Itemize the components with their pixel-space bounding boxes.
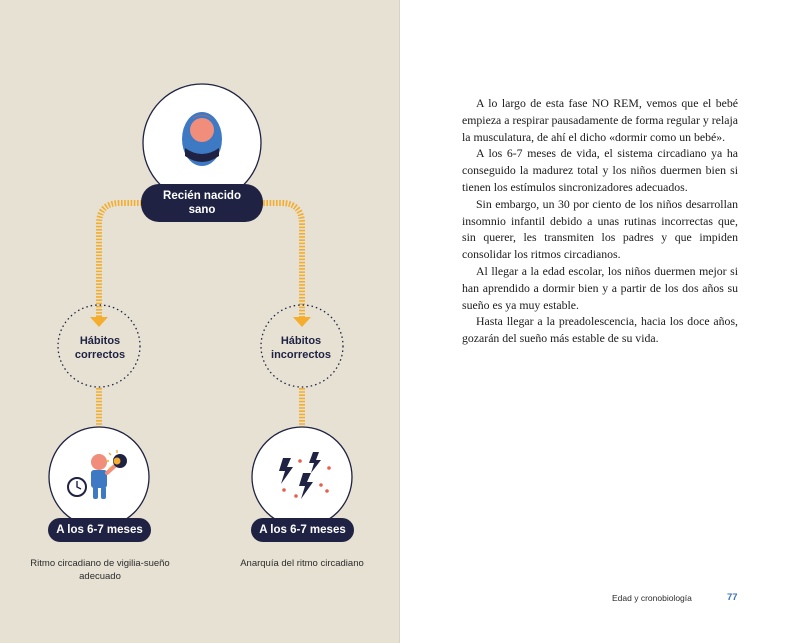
newborn-pill: Recién nacido sano	[141, 184, 263, 222]
paragraph: A los 6-7 meses de vida, el sistema circadiano ya ha conseguido la madurez total y los niños duermen bien si tienen los estímulos sincronizadores adecuados.	[462, 146, 738, 194]
result-left-pill: A los 6-7 meses	[48, 518, 151, 542]
running-footer: Edad y cronobiología	[612, 593, 692, 603]
paragraph: Sin embargo, un 30 por ciento de los niños desarrollan insomnio infantil debido a unas rutinas incorrectas que, sin querer, les transmiten los padres y que impiden consolidar los ritmos circadianos.	[462, 196, 738, 262]
caption-right: Anarquía del ritmo circadiano	[240, 558, 364, 569]
body-text	[462, 95, 738, 347]
caption-left: Ritmo circadiano de vigilia-sueño adecuado	[30, 558, 170, 582]
swaddled-baby-icon	[182, 112, 222, 166]
paragraph: Hasta llegar a la preadolescencia, hacia los doce años, gozarán del sueño más estable de su vida.	[462, 314, 738, 346]
page-number: 77	[727, 592, 738, 603]
paragraph: Al llegar a la edad escolar, los niños duermen mejor si han aprendido a dormir bien y a partir de los dos años su sueño es ya muy estable.	[462, 263, 738, 312]
incorrect-habits-label: Hábitos incorrectos	[271, 335, 331, 361]
result-right-pill: A los 6-7 meses	[251, 518, 354, 542]
correct-habits-label: Hábitos correctos	[74, 335, 126, 361]
paragraph: A lo largo de esta fase NO REM, vemos que el bebé empieza a respirar pausadamente de forma regular y relaja la musculatura, de ahí el dicho «dormir como un bebé».	[462, 96, 738, 144]
